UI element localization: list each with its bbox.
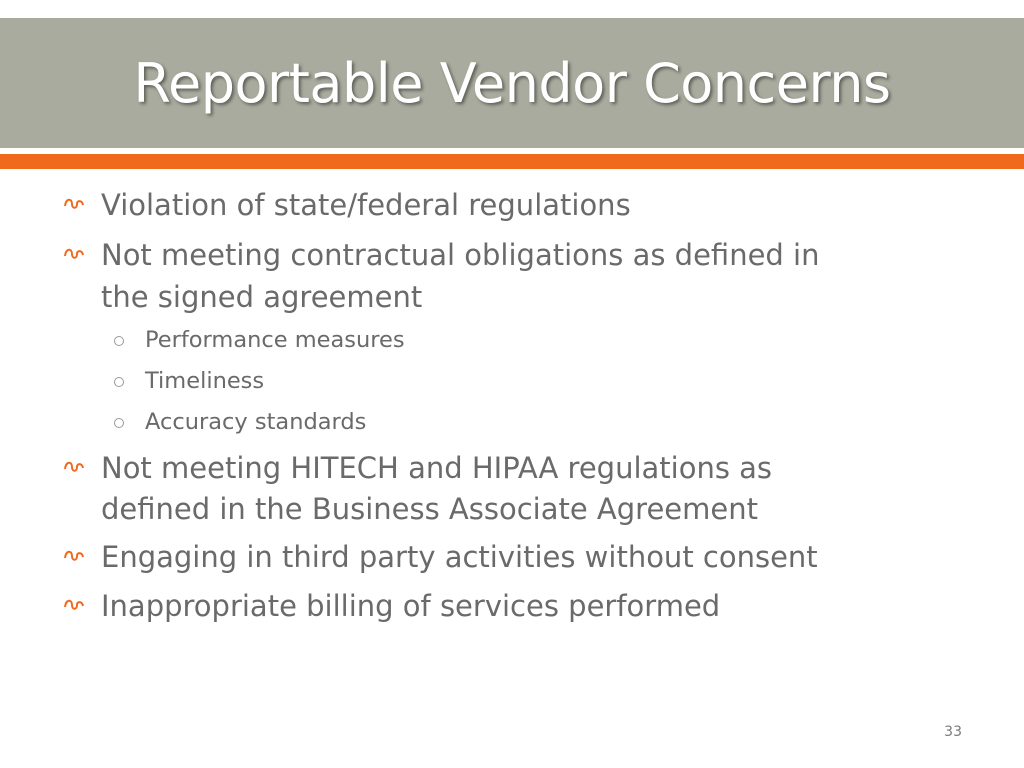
curl-bullet-icon [63,546,85,564]
sub-bullet-text: Accuracy standards [145,409,367,435]
bullet-item [101,234,820,276]
circle-bullet-icon [114,418,124,428]
circle-bullet-icon [114,377,124,387]
bullet-text: the signed agreement [101,280,423,314]
sub-bullet-item [145,407,366,437]
bullet-continuation [101,276,422,318]
accent-rule [0,154,1024,169]
bullet-item [101,536,818,578]
curl-bullet-icon [63,194,85,212]
page-number: 33 [944,724,962,740]
curl-bullet-icon [63,457,85,475]
bullet-continuation [101,488,758,530]
curl-bullet-icon [63,595,85,613]
sub-bullet-text: Performance measures [145,327,405,353]
sub-bullet-item [145,366,264,396]
bullet-text: Not meeting contractual obligations as defined in [101,238,820,272]
bullet-item [101,585,720,627]
bullet-item [101,447,772,489]
circle-bullet-icon [114,336,124,346]
bullet-text: Inappropriate billing of services performed [101,589,721,623]
bullet-text: Not meeting HITECH and HIPAA regulations as [101,451,773,485]
bullet-text: Engaging in third party activities without consent [101,540,818,574]
sub-bullet-text: Timeliness [145,368,265,394]
slide-title: Reportable Vendor Concerns [133,52,891,115]
bullet-text: defined in the Business Associate Agreement [101,492,758,526]
curl-bullet-icon [63,244,85,262]
bullet-text: Violation of state/federal regulations [101,188,631,222]
sub-bullet-item [145,325,405,355]
bullet-item [101,184,631,226]
